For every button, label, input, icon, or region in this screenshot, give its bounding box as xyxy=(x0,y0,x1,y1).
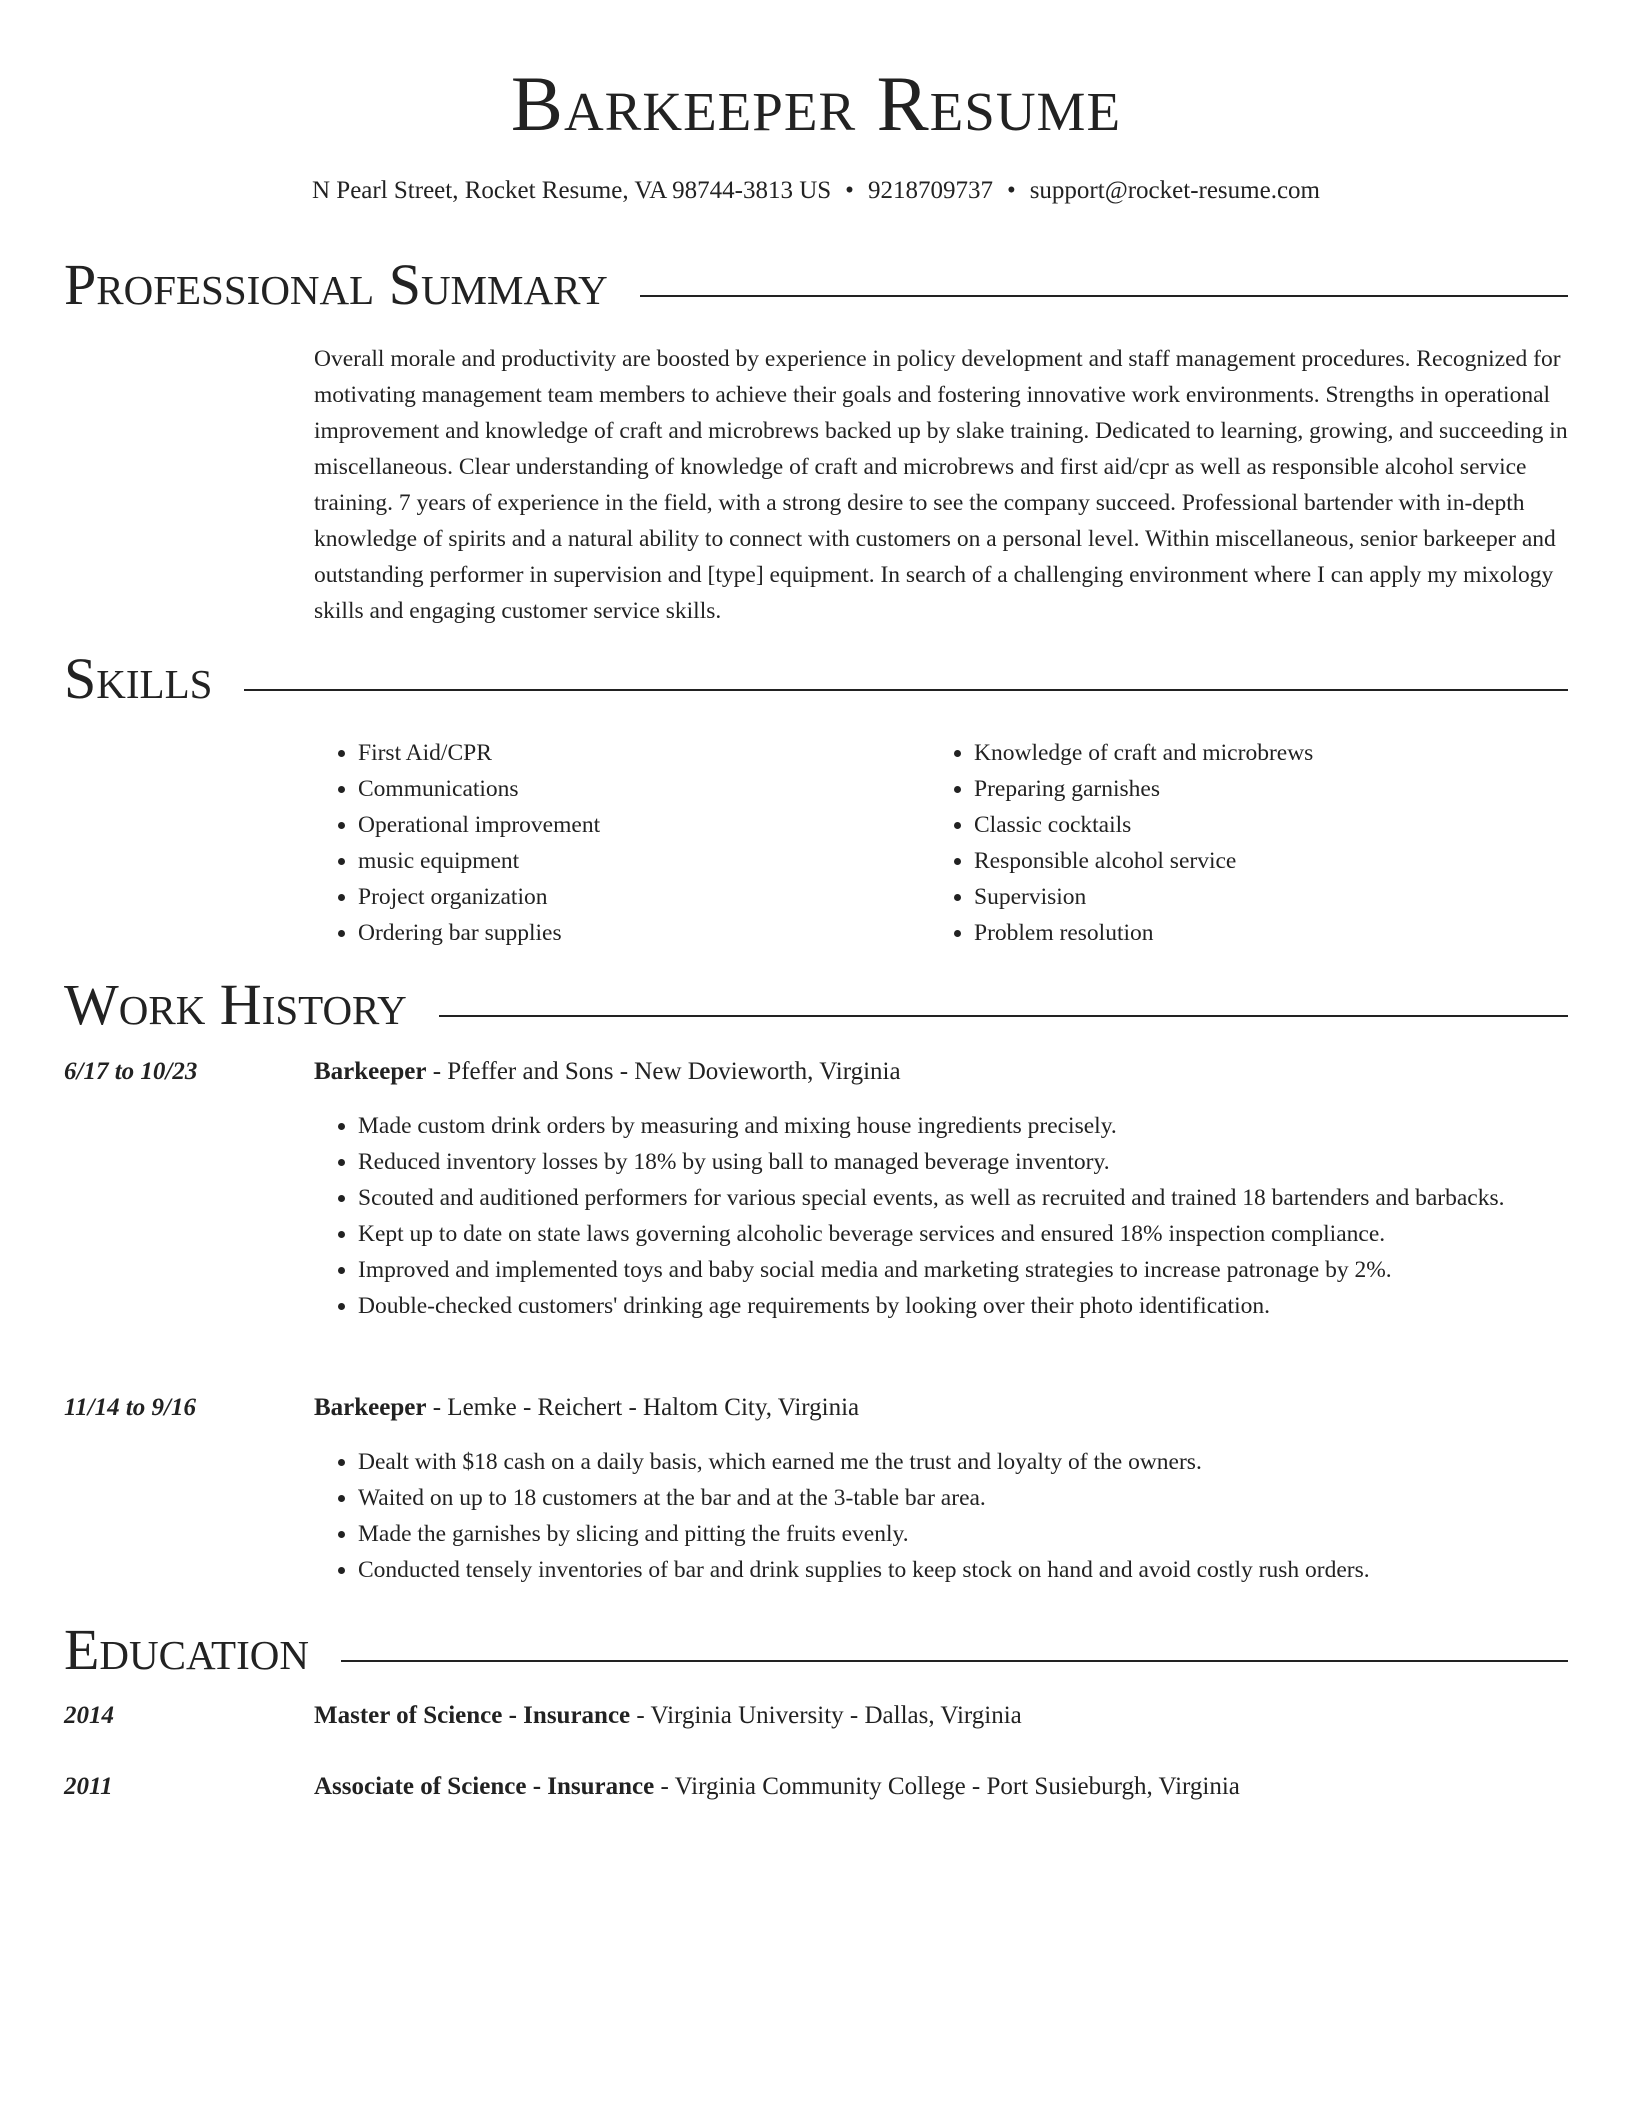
job-heading xyxy=(314,1054,1568,1090)
job-dates: 6/17 to 10/23 xyxy=(64,1058,198,1085)
skills-list-left xyxy=(314,735,914,951)
section-divider xyxy=(64,689,1568,691)
skill-item: • Communications xyxy=(358,771,914,807)
job-heading xyxy=(314,1390,1568,1426)
skill-item: • Knowledge of craft and microbrews xyxy=(974,735,1530,771)
skill-item: • Project organization xyxy=(358,879,914,915)
summary-text: Overall morale and productivity are boosted by experience in policy development and staff management procedures. Recognized for motivating management team members to achieve their goals and fostering innovative work environments. Strengths in operational improvement and knowledge of craft and microbrews backed up by slake training. Dedicated to learning, growing, and succeeding in miscellaneous. Clear understanding of knowledge of craft and microbrews and first aid/cpr as well as responsible alcohol service training. 7 years of experience in the field, with a strong desire to see the company succeed. Professional bartender with in-depth knowledge of spirits and a natural ability to connect with customers on a personal level. Within miscellaneous, senior barkeeper and outstanding performer in supervision and [type] equipment. In search of a challenging environment where I can apply my mixology skills and engaging customer service skills. xyxy=(314,346,1568,624)
duty-item: • Double-checked customers' drinking age requirements by looking over their photo identification. xyxy=(358,1288,1568,1324)
duty-item: • Waited on up to 18 customers at the bar and at the 3-table bar area. xyxy=(358,1480,1568,1516)
contact-email: support@rocket-resume.com xyxy=(1029,177,1320,204)
skill-item: • Ordering bar supplies xyxy=(358,915,914,951)
skill-item: • Preparing garnishes xyxy=(974,771,1530,807)
skill-item: • Classic cocktails xyxy=(974,807,1530,843)
job-duties xyxy=(314,1444,1568,1588)
contact-line xyxy=(0,175,1632,207)
job-title: Barkeeper xyxy=(314,1394,427,1421)
job-duties-list xyxy=(314,1444,1568,1588)
summary-heading: Professional Summary xyxy=(64,253,640,317)
skills-section-header xyxy=(64,647,1568,711)
duty-item: • Improved and implemented toys and baby social media and marketing strategies to increase patronage by 2%. xyxy=(358,1252,1568,1288)
education-heading: Education xyxy=(64,1618,341,1682)
job-duties xyxy=(314,1108,1568,1324)
duty-item: • Kept up to date on state laws governing alcoholic beverage services and ensured 18% inspection compliance. xyxy=(358,1216,1568,1252)
contact-separator: • xyxy=(845,177,854,204)
skill-item: • music equipment xyxy=(358,843,914,879)
skills-heading: Skills xyxy=(64,647,244,711)
contact-address: N Pearl Street, Rocket Resume, VA 98744-3813 US xyxy=(311,177,832,204)
skills-list-right xyxy=(930,735,1530,951)
work-section-header xyxy=(64,973,1568,1037)
skill-item: • First Aid/CPR xyxy=(358,735,914,771)
summary-section-header xyxy=(64,253,1568,317)
degree-name: Associate of Science - Insurance xyxy=(314,1773,655,1800)
contact-separator: • xyxy=(1006,177,1016,204)
education-entry xyxy=(314,1769,1568,1805)
school-details: - Virginia Community College - Port Susieburgh, Virginia xyxy=(654,1773,1240,1800)
job-duties-list xyxy=(314,1108,1568,1324)
duty-item: • Dealt with $18 cash on a daily basis, which earned me the trust and loyalty of the owners. xyxy=(358,1444,1568,1480)
job-employer: - Pfeffer and Sons - New Dovieworth, Virginia xyxy=(426,1058,901,1085)
skill-item: • Problem resolution xyxy=(974,915,1530,951)
job-dates: 11/14 to 9/16 xyxy=(64,1394,196,1421)
contact-phone: 9218709737 xyxy=(867,177,993,204)
school-details: - Virginia University - Dallas, Virginia xyxy=(630,1702,1022,1729)
duty-item: • Reduced inventory losses by 18% by using ball to managed beverage inventory. xyxy=(358,1144,1568,1180)
skills-column-right xyxy=(930,735,1530,951)
job-title: Barkeeper xyxy=(314,1058,427,1085)
education-entry xyxy=(314,1698,1568,1734)
education-year: 2014 xyxy=(64,1702,114,1729)
degree-name: Master of Science - Insurance xyxy=(314,1702,631,1729)
duty-item: • Scouted and auditioned performers for various special events, as well as recruited and trained 18 bartenders and barbacks. xyxy=(358,1180,1568,1216)
education-section-header xyxy=(64,1618,1568,1682)
skill-item: • Operational improvement xyxy=(358,807,914,843)
skill-item: • Responsible alcohol service xyxy=(974,843,1530,879)
skill-item: • Supervision xyxy=(974,879,1530,915)
duty-item: • Made custom drink orders by measuring and mixing house ingredients precisely. xyxy=(358,1108,1568,1144)
job-employer: - Lemke - Reichert - Haltom City, Virginia xyxy=(426,1394,860,1421)
work-heading: Work History xyxy=(64,973,439,1037)
skills-column-left xyxy=(314,735,914,951)
resume-title: Barkeeper Resume xyxy=(510,60,1122,147)
education-year: 2011 xyxy=(64,1773,113,1800)
duty-item: • Conducted tensely inventories of bar and drink supplies to keep stock on hand and avoid costly rush orders. xyxy=(358,1552,1568,1588)
duty-item: • Made the garnishes by slicing and pitting the fruits evenly. xyxy=(358,1516,1568,1552)
